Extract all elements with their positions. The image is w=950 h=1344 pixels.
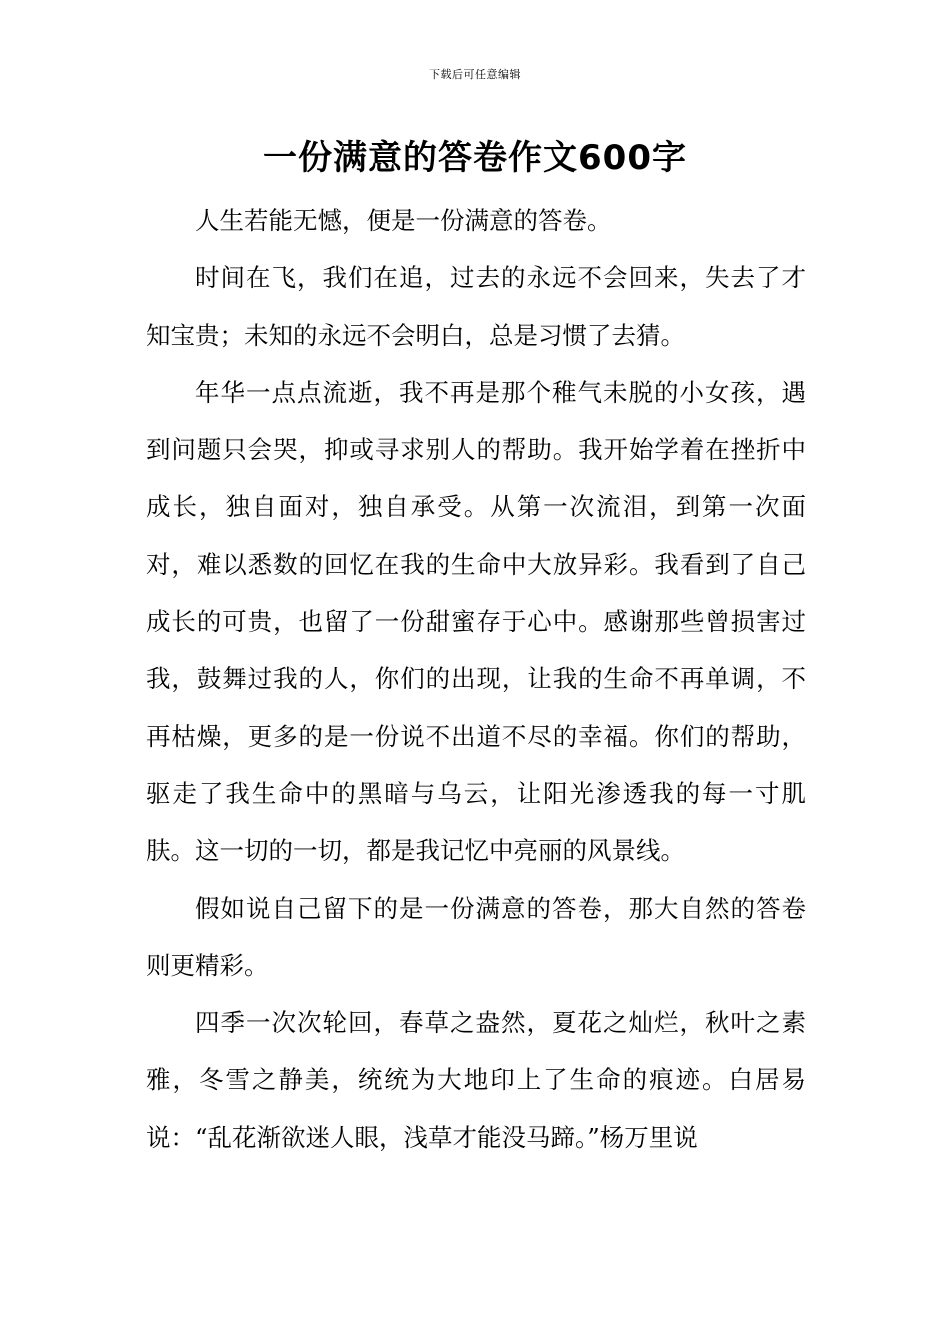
paragraph: 假如说自己留下的是一份满意的答卷，那大自然的答卷则更精彩。 — [146, 893, 806, 980]
page-header: 下载后可任意编辑 — [429, 68, 521, 81]
document-title: 一份满意的答卷作文600字 — [263, 138, 687, 178]
paragraph: 年华一点点流逝，我不再是那个稚气未脱的小女孩，遇到问题只会哭，抑或寻求别人的帮助。我开始学着在挫折中成长，独自面对，独自承受。从第一次流泪，到第一次面对，难以悉数的回忆在我的生命中大放异彩。我看到了自己成长的可贵，也留了一份甜蜜存于心中。感谢那些曾损害过我，鼓舞过我的人，你们的出现，让我的生命不再单调，不再枯燥，更多的是一份说不出道不尽的幸福。你们的帮助，驱走了我生命中的黑暗与乌云，让阳光渗透我的每一寸肌肤。这一切的一切，都是我记忆中亮丽的风景线。 — [146, 377, 806, 866]
paragraph: 时间在飞，我们在追，过去的永远不会回来，失去了才知宝贵；未知的永远不会明白，总是习惯了去猜。 — [146, 263, 806, 350]
paragraph: 人生若能无憾，便是一份满意的答卷。 — [195, 206, 612, 235]
document-body — [146, 192, 806, 1166]
paragraph: 四季一次次轮回，春草之盎然，夏花之灿烂，秋叶之素雅，冬雪之静美，统统为大地印上了生命的痕迹。白居易说：“乱花渐欲迷人眼，浅草才能没马蹄。”杨万里说 — [146, 1008, 806, 1152]
